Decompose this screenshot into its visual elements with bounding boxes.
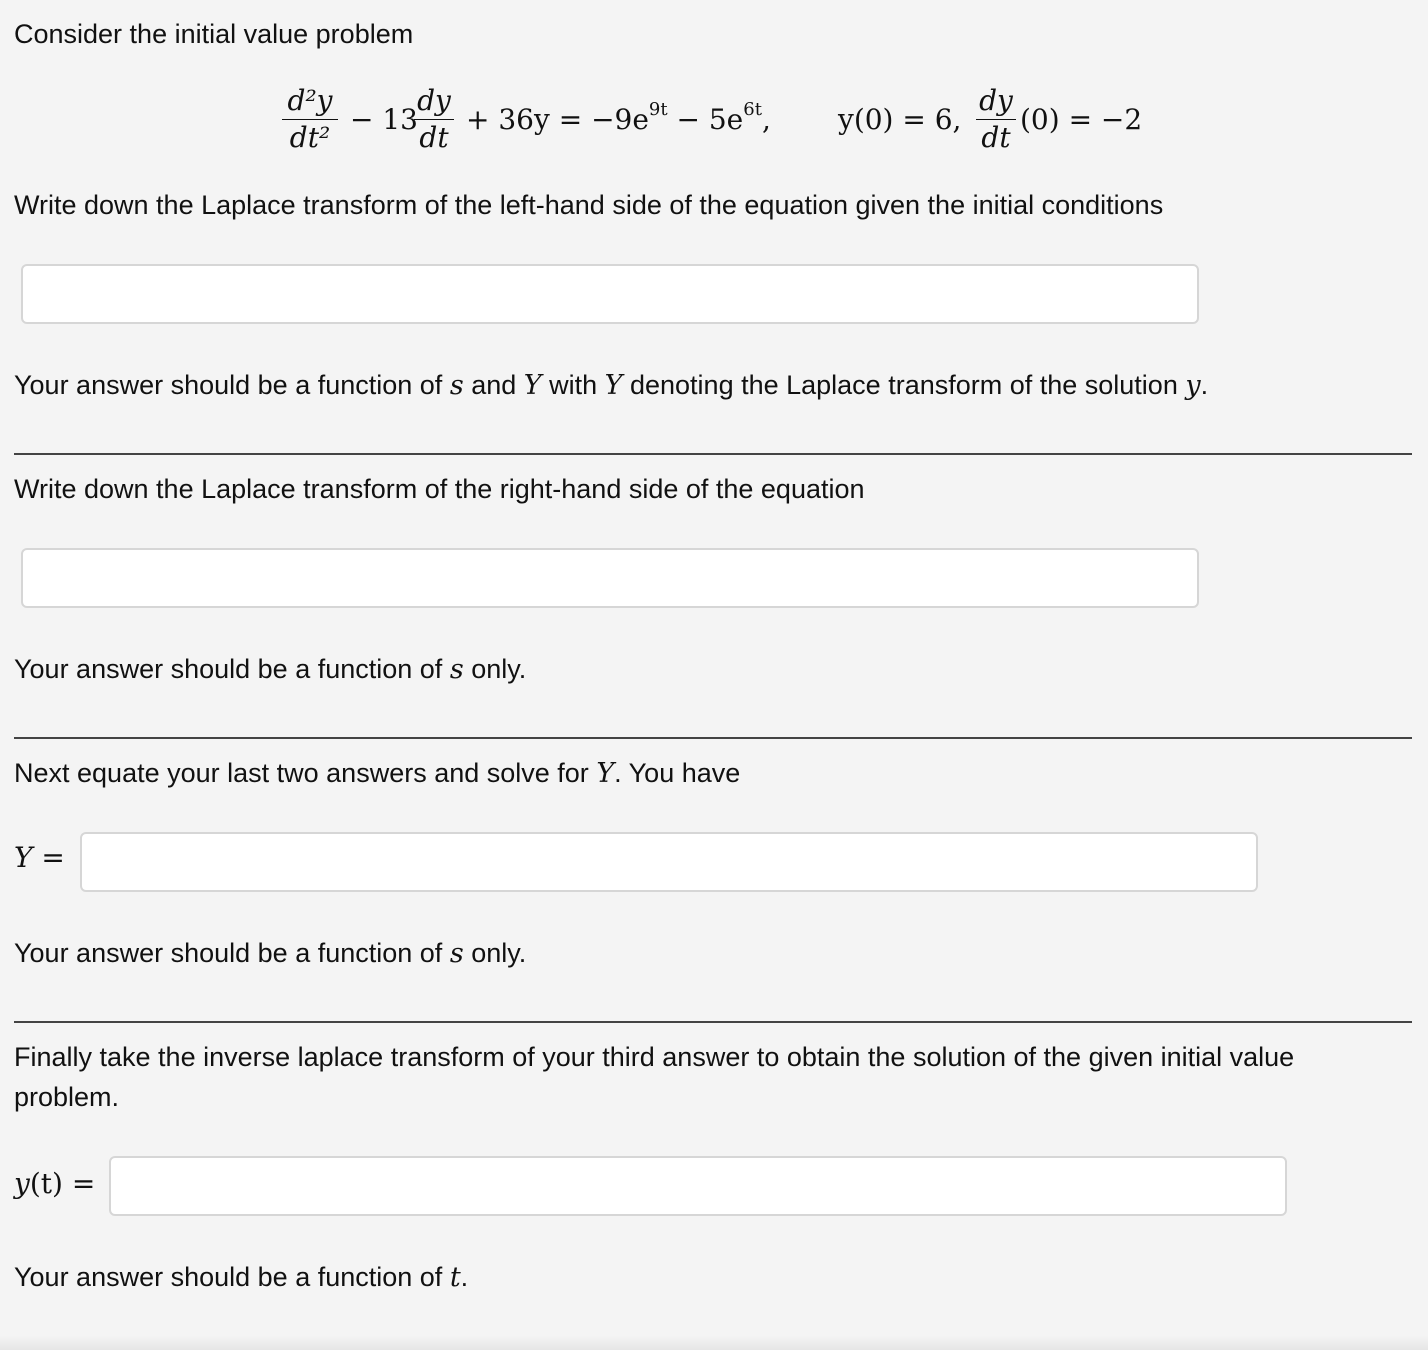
dy-denominator: dt (419, 121, 449, 154)
equation-rhs: + $36y = -9e^{9t} - 5e^{6t}$, (466, 99, 771, 136)
q4-hint: Your answer should be a function of t. (14, 1262, 469, 1293)
q1-hint: Your answer should be a function of s and Y with Y denoting the Laplace transform of the solution y. (14, 370, 1209, 401)
section-divider (14, 737, 1412, 739)
q4-prompt-line2: problem. (14, 1082, 120, 1112)
section-divider (14, 1021, 1412, 1023)
initial-condition-derivative-fraction (976, 86, 1016, 153)
q4-answer-label: y(t) = (14, 1167, 96, 1200)
q3-answer-input[interactable] (80, 832, 1258, 892)
intro-text: Consider the initial value problem (14, 19, 414, 49)
page-bottom-edge (0, 1336, 1428, 1350)
q2-prompt: Write down the Laplace transform of the right-hand side of the equation (14, 474, 865, 504)
q3-prompt: Next equate your last two answers and solve for Y. You have (14, 758, 741, 789)
d2y-denominator: dt² (289, 121, 331, 154)
initial-condition-dy0: (0) = −2 (1020, 103, 1143, 136)
second-derivative-fraction (282, 86, 338, 153)
d2y-numerator: d²y (287, 84, 333, 117)
q3-answer-label: Y = (14, 841, 65, 874)
q4-answer-input[interactable] (109, 1156, 1287, 1216)
q3-hint: Your answer should be a function of s only. (14, 938, 527, 969)
section-divider (14, 453, 1412, 455)
ic-dy-denominator: dt (981, 121, 1011, 154)
q1-answer-input[interactable] (21, 264, 1199, 324)
q1-prompt: Write down the Laplace transform of the left-hand side of the equation given the initial conditions (14, 190, 1164, 220)
ic-dy-numerator: dy (979, 84, 1013, 117)
first-derivative-fraction (414, 86, 454, 153)
initial-condition-y0: y(0) = 6, (838, 103, 962, 136)
q4-prompt-line1: Finally take the inverse laplace transform of your third answer to obtain the solution of the given initial value (14, 1042, 1295, 1072)
coef-13: − 13 (350, 103, 418, 136)
q2-hint: Your answer should be a function of s only. (14, 654, 527, 685)
q2-answer-input[interactable] (21, 548, 1199, 608)
dy-numerator: dy (417, 84, 451, 117)
